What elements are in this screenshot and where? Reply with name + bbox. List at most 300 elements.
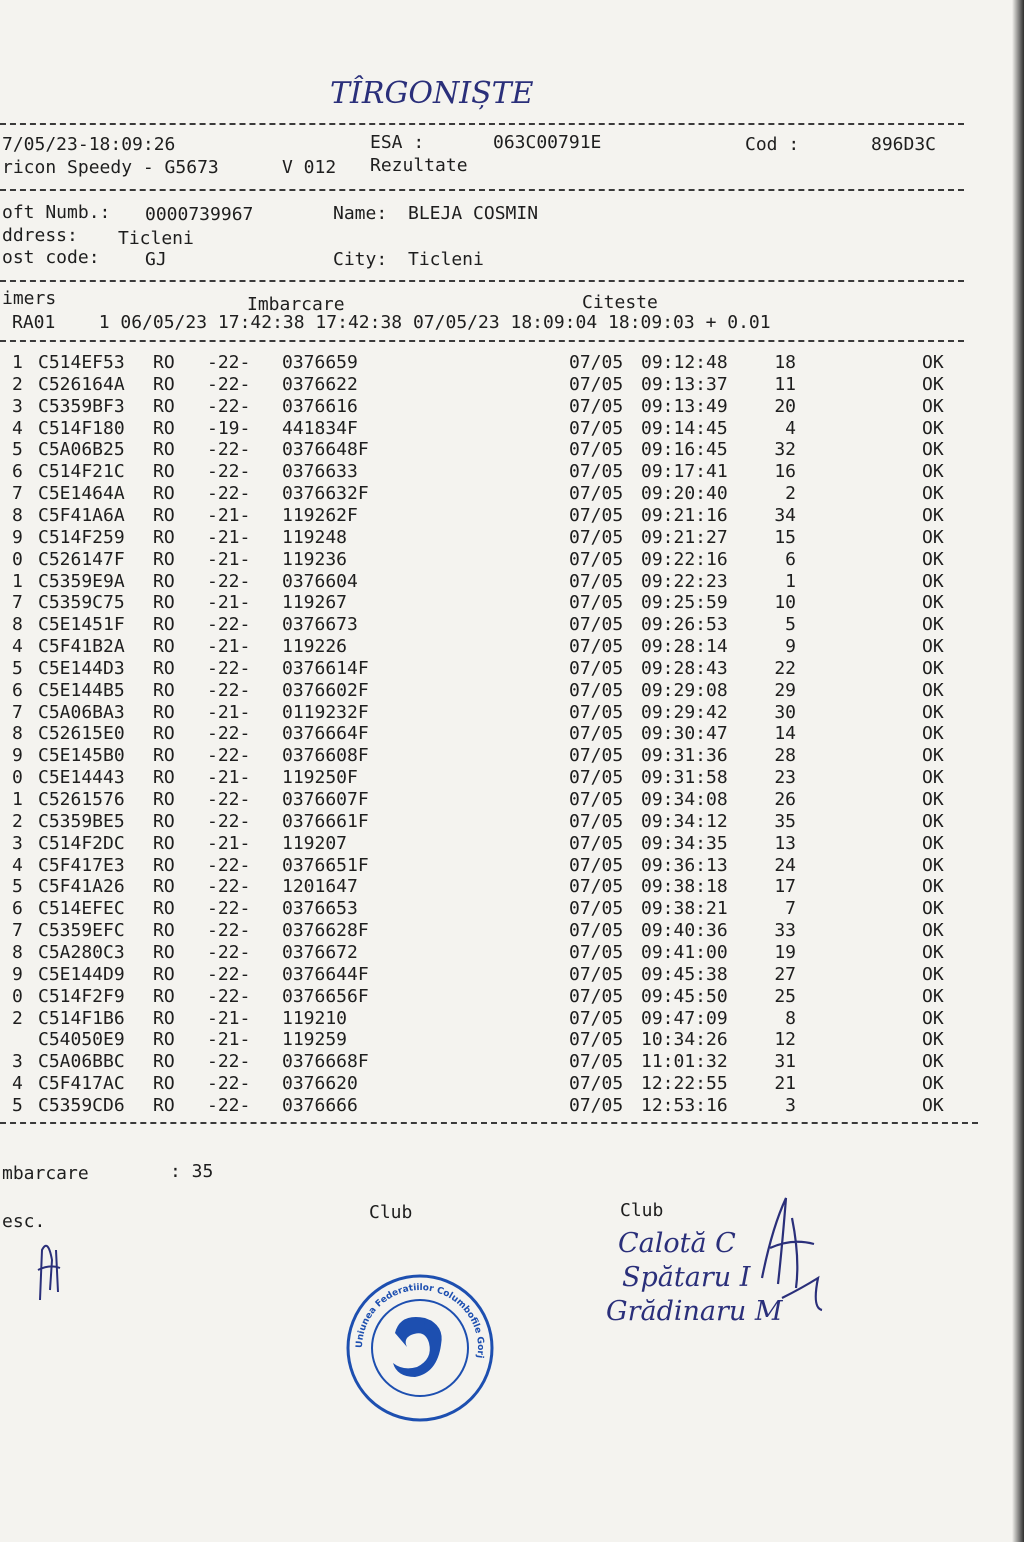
device-name: ricon Speedy - G5673	[2, 157, 219, 178]
ring-number: 0376672	[282, 941, 358, 963]
ring-id: C514EFEC	[38, 898, 125, 920]
ring-number: 0119232F	[282, 701, 369, 723]
status: OK	[922, 657, 944, 679]
row-index: 8	[12, 723, 23, 745]
country-code: RO	[153, 636, 175, 658]
position: 30	[774, 701, 796, 723]
ring-year: -22-	[207, 941, 251, 963]
table-row	[0, 986, 1000, 1008]
table-row	[0, 964, 1000, 986]
table-row	[0, 833, 1000, 855]
arrival-time: 11:01:32	[641, 1051, 728, 1073]
ring-id: C514F1B6	[38, 1007, 125, 1029]
arrival-time: 09:31:36	[641, 745, 728, 767]
arrival-date: 07/05	[569, 920, 624, 942]
arrival-time: 09:38:21	[641, 898, 728, 920]
ring-year: -22-	[207, 898, 251, 920]
position: 18	[774, 352, 796, 373]
arrival-time: 12:53:16	[641, 1094, 728, 1116]
ring-number: 441834F	[282, 417, 358, 439]
status: OK	[922, 417, 944, 439]
ring-number: 0376633	[282, 461, 358, 483]
arrival-date: 07/05	[569, 657, 624, 679]
position: 23	[774, 767, 796, 789]
arrival-date: 07/05	[569, 614, 624, 636]
ring-id: C5E144D9	[38, 963, 125, 985]
ring-id: C5359BF3	[38, 395, 125, 417]
ring-number: 0376628F	[282, 920, 369, 942]
ring-number: 1201647	[282, 876, 358, 898]
table-row	[0, 680, 1000, 702]
ring-number: 0376602F	[282, 679, 369, 701]
ring-id: C526147F	[38, 548, 125, 570]
country-code: RO	[153, 810, 175, 832]
ring-year: -22-	[207, 352, 251, 373]
table-row	[0, 745, 1000, 767]
row-index: 3	[12, 395, 23, 417]
status: OK	[922, 395, 944, 417]
country-code: RO	[153, 876, 175, 898]
desc-label: esc.	[2, 1211, 46, 1232]
header-datetime: 7/05/23-18:09:26	[2, 134, 176, 155]
ring-number: 0376661F	[282, 810, 369, 832]
ring-id: C54050E9	[38, 1029, 125, 1051]
ring-number: 0376656F	[282, 985, 369, 1007]
arrival-time: 09:41:00	[641, 941, 728, 963]
separator	[0, 123, 964, 125]
handwritten-name-3: Grădinaru M	[606, 1296, 783, 1327]
table-row	[0, 942, 1000, 964]
ring-number: 0376659	[282, 352, 358, 373]
status: OK	[922, 679, 944, 701]
table-row	[0, 549, 1000, 571]
name-label: Name:	[333, 203, 388, 224]
position: 16	[774, 461, 796, 483]
ring-number: 0376666	[282, 1094, 358, 1116]
ring-year: -21-	[207, 592, 251, 614]
position: 24	[774, 854, 796, 876]
arrival-time: 09:34:08	[641, 789, 728, 810]
country-code: RO	[153, 723, 175, 745]
ring-number: 0376673	[282, 614, 358, 636]
arrival-time: 09:21:27	[641, 526, 728, 548]
arrival-date: 07/05	[569, 417, 624, 439]
status: OK	[922, 373, 944, 395]
ring-number: 0376668F	[282, 1051, 369, 1073]
arrival-time: 10:34:26	[641, 1029, 728, 1051]
ring-year: -22-	[207, 1073, 251, 1095]
position: 21	[774, 1073, 796, 1095]
table-row	[0, 658, 1000, 680]
country-code: RO	[153, 920, 175, 942]
country-code: RO	[153, 1051, 175, 1073]
arrival-time: 09:34:12	[641, 810, 728, 832]
ring-id: C5A06B25	[38, 439, 125, 461]
row-index: 8	[12, 614, 23, 636]
country-code: RO	[153, 526, 175, 548]
arrival-date: 07/05	[569, 679, 624, 701]
table-row	[0, 396, 1000, 418]
ring-number: 119236	[282, 548, 348, 570]
table-row	[0, 702, 1000, 724]
ring-year: -22-	[207, 789, 251, 810]
position: 27	[774, 963, 796, 985]
arrival-time: 09:12:48	[641, 352, 728, 373]
country-code: RO	[153, 679, 175, 701]
status: OK	[922, 810, 944, 832]
country-code: RO	[153, 898, 175, 920]
city-value: Ticleni	[408, 249, 484, 270]
row-index: 1	[12, 570, 23, 592]
status: OK	[922, 745, 944, 767]
arrival-date: 07/05	[569, 526, 624, 548]
status: OK	[922, 985, 944, 1007]
ring-year: -21-	[207, 1007, 251, 1029]
table-row	[0, 505, 1000, 527]
arrival-date: 07/05	[569, 592, 624, 614]
arrival-date: 07/05	[569, 1051, 624, 1073]
position: 15	[774, 526, 796, 548]
position: 12	[774, 1029, 796, 1051]
row-index: 9	[12, 745, 23, 767]
arrival-time: 09:28:14	[641, 636, 728, 658]
handwritten-name-2: Spătaru I	[622, 1262, 751, 1293]
row-index: 3	[12, 1051, 23, 1073]
ring-id: C5A06BA3	[38, 701, 125, 723]
arrival-date: 07/05	[569, 701, 624, 723]
ring-number: 119210	[282, 1007, 348, 1029]
ring-year: -22-	[207, 745, 251, 767]
arrival-time: 09:30:47	[641, 723, 728, 745]
table-row	[0, 1051, 1000, 1073]
ring-id: C5359E9A	[38, 570, 125, 592]
arrival-date: 07/05	[569, 723, 624, 745]
ring-id: C526164A	[38, 373, 125, 395]
status: OK	[922, 854, 944, 876]
position: 13	[774, 832, 796, 854]
arrival-date: 07/05	[569, 504, 624, 526]
row-index: 5	[12, 1094, 23, 1116]
signature-right	[752, 1188, 832, 1318]
arrival-date: 07/05	[569, 810, 624, 832]
ring-number: 0376664F	[282, 723, 369, 745]
position: 35	[774, 810, 796, 832]
row-index: 5	[12, 876, 23, 898]
imbarcare-total-value: : 35	[170, 1161, 214, 1182]
row-index: 2	[12, 1007, 23, 1029]
ring-id: C5E145B0	[38, 745, 125, 767]
ring-year: -22-	[207, 723, 251, 745]
status: OK	[922, 898, 944, 920]
table-row	[0, 767, 1000, 789]
status: OK	[922, 963, 944, 985]
ring-year: -22-	[207, 373, 251, 395]
status: OK	[922, 1029, 944, 1051]
position: 28	[774, 745, 796, 767]
ring-id: C5F41B2A	[38, 636, 125, 658]
arrival-time: 09:36:13	[641, 854, 728, 876]
country-code: RO	[153, 1007, 175, 1029]
arrival-date: 07/05	[569, 461, 624, 483]
city-label: City:	[333, 249, 388, 270]
country-code: RO	[153, 504, 175, 526]
row-index: 7	[12, 701, 23, 723]
address-label: ddress:	[2, 225, 78, 246]
row-index: 9	[12, 963, 23, 985]
arrival-date: 07/05	[569, 963, 624, 985]
signature-left	[30, 1230, 70, 1310]
arrival-time: 09:31:58	[641, 767, 728, 789]
arrival-time: 09:22:23	[641, 570, 728, 592]
position: 33	[774, 920, 796, 942]
table-row	[0, 1073, 1000, 1095]
soft-number-label: oft Numb.:	[2, 202, 111, 223]
ring-number: 119207	[282, 832, 348, 854]
row-index: 0	[12, 985, 23, 1007]
arrival-date: 07/05	[569, 1029, 624, 1051]
row-index: 1	[12, 789, 23, 810]
position: 14	[774, 723, 796, 745]
ring-number: 119248	[282, 526, 348, 548]
arrival-time: 09:25:59	[641, 592, 728, 614]
country-code: RO	[153, 941, 175, 963]
row-index: 6	[12, 679, 23, 701]
ring-number: 0376648F	[282, 439, 369, 461]
row-index: 0	[12, 767, 23, 789]
ring-year: -22-	[207, 439, 251, 461]
row-index: 5	[12, 439, 23, 461]
status: OK	[922, 548, 944, 570]
table-row	[0, 920, 1000, 942]
arrival-time: 09:13:49	[641, 395, 728, 417]
arrival-time: 09:47:09	[641, 1007, 728, 1029]
position: 34	[774, 504, 796, 526]
status: OK	[922, 461, 944, 483]
status: OK	[922, 614, 944, 636]
status: OK	[922, 941, 944, 963]
arrival-time: 09:21:16	[641, 504, 728, 526]
ring-year: -22-	[207, 679, 251, 701]
address-value: Ticleni	[118, 228, 194, 249]
row-index: 7	[12, 483, 23, 505]
ring-id: C52615E0	[38, 723, 125, 745]
ring-number: 0376616	[282, 395, 358, 417]
table-row	[0, 614, 1000, 636]
table-row	[0, 527, 1000, 549]
esa-label: ESA :	[370, 132, 425, 153]
country-code: RO	[153, 417, 175, 439]
table-row	[0, 461, 1000, 483]
ring-id: C5A06BBC	[38, 1051, 125, 1073]
arrival-date: 07/05	[569, 636, 624, 658]
ring-number: 0376620	[282, 1073, 358, 1095]
arrival-time: 09:38:18	[641, 876, 728, 898]
ring-year: -21-	[207, 504, 251, 526]
ring-id: C5F417E3	[38, 854, 125, 876]
status: OK	[922, 483, 944, 505]
ring-id: C5E14443	[38, 767, 125, 789]
arrival-date: 07/05	[569, 352, 624, 373]
post-code-value: GJ	[145, 249, 167, 270]
name-value: BLEJA COSMIN	[408, 203, 539, 224]
ring-number: 119226	[282, 636, 348, 658]
status: OK	[922, 1094, 944, 1116]
row-index: 2	[12, 810, 23, 832]
country-code: RO	[153, 395, 175, 417]
country-code: RO	[153, 789, 175, 810]
post-code-label: ost code:	[2, 247, 100, 268]
status: OK	[922, 701, 944, 723]
arrival-date: 07/05	[569, 941, 624, 963]
ring-id: C5A280C3	[38, 941, 125, 963]
cod-label: Cod :	[745, 134, 800, 155]
row-index: 4	[12, 1073, 23, 1095]
status: OK	[922, 504, 944, 526]
ring-year: -21-	[207, 701, 251, 723]
country-code: RO	[153, 483, 175, 505]
ring-year: -22-	[207, 985, 251, 1007]
row-index: 5	[12, 657, 23, 679]
country-code: RO	[153, 657, 175, 679]
handwritten-title: TÎRGONIȘTE	[330, 76, 534, 111]
arrival-date: 07/05	[569, 1007, 624, 1029]
status: OK	[922, 1073, 944, 1095]
status: OK	[922, 1051, 944, 1073]
ring-number: 119262F	[282, 504, 358, 526]
country-code: RO	[153, 963, 175, 985]
row-index: 2	[12, 373, 23, 395]
position: 29	[774, 679, 796, 701]
arrival-time: 09:28:43	[641, 657, 728, 679]
ring-id: C5359CD6	[38, 1094, 125, 1116]
table-row	[0, 855, 1000, 877]
status: OK	[922, 352, 944, 373]
row-index: 6	[12, 461, 23, 483]
handwritten-name-1: Calotă C	[618, 1228, 736, 1259]
arrival-time: 09:45:38	[641, 963, 728, 985]
ring-id: C5E144D3	[38, 657, 125, 679]
ring-year: -19-	[207, 417, 251, 439]
club-left-label: Club	[369, 1202, 413, 1223]
arrival-time: 09:34:35	[641, 832, 728, 854]
country-code: RO	[153, 614, 175, 636]
ring-number: 0376622	[282, 373, 358, 395]
position: 8	[785, 1007, 796, 1029]
ring-year: -21-	[207, 526, 251, 548]
arrival-time: 09:29:42	[641, 701, 728, 723]
separator	[0, 189, 964, 191]
row-index: 7	[12, 592, 23, 614]
country-code: RO	[153, 1029, 175, 1051]
position: 10	[774, 592, 796, 614]
arrival-date: 07/05	[569, 789, 624, 810]
status: OK	[922, 526, 944, 548]
ring-year: -22-	[207, 483, 251, 505]
arrival-time: 09:45:50	[641, 985, 728, 1007]
arrival-date: 07/05	[569, 898, 624, 920]
status: OK	[922, 832, 944, 854]
separator	[0, 1122, 978, 1124]
position: 17	[774, 876, 796, 898]
arrival-date: 07/05	[569, 395, 624, 417]
paper-edge-shadow	[1012, 0, 1024, 1542]
ring-year: -22-	[207, 657, 251, 679]
table-row	[0, 571, 1000, 593]
status: OK	[922, 920, 944, 942]
position: 31	[774, 1051, 796, 1073]
position: 3	[785, 1094, 796, 1116]
citeste-label: Citeste	[582, 292, 658, 313]
arrival-date: 07/05	[569, 767, 624, 789]
arrival-date: 07/05	[569, 548, 624, 570]
arrival-time: 09:17:41	[641, 461, 728, 483]
imbarcare-total-label: mbarcare	[2, 1163, 89, 1184]
table-row	[0, 1095, 1000, 1117]
country-code: RO	[153, 570, 175, 592]
separator	[0, 280, 964, 282]
table-row	[0, 374, 1000, 396]
ring-year: -22-	[207, 810, 251, 832]
country-code: RO	[153, 985, 175, 1007]
ring-id: C5F41A6A	[38, 504, 125, 526]
position: 22	[774, 657, 796, 679]
ring-number: 0376651F	[282, 854, 369, 876]
ring-number: 0376614F	[282, 657, 369, 679]
position: 9	[785, 636, 796, 658]
table-row	[0, 811, 1000, 833]
status: OK	[922, 789, 944, 810]
position: 19	[774, 941, 796, 963]
arrival-date: 07/05	[569, 1073, 624, 1095]
ring-number: 119267	[282, 592, 348, 614]
club-seal-stamp	[345, 1273, 495, 1423]
status: OK	[922, 1007, 944, 1029]
position: 5	[785, 614, 796, 636]
table-row	[0, 1008, 1000, 1030]
position: 20	[774, 395, 796, 417]
ring-year: -22-	[207, 963, 251, 985]
ring-year: -21-	[207, 548, 251, 570]
table-row	[0, 418, 1000, 440]
ring-year: -22-	[207, 570, 251, 592]
country-code: RO	[153, 1073, 175, 1095]
ring-number: 119259	[282, 1029, 348, 1051]
position: 32	[774, 439, 796, 461]
ring-year: -22-	[207, 614, 251, 636]
ring-id: C514EF53	[38, 352, 125, 373]
table-row	[0, 723, 1000, 745]
table-row	[0, 439, 1000, 461]
status: OK	[922, 767, 944, 789]
club-right-label: Club	[620, 1200, 664, 1221]
arrival-time: 12:22:55	[641, 1073, 728, 1095]
arrival-time: 09:22:16	[641, 548, 728, 570]
ring-id: C5359C75	[38, 592, 125, 614]
arrival-date: 07/05	[569, 832, 624, 854]
ring-year: -21-	[207, 767, 251, 789]
ring-id: C5E1464A	[38, 483, 125, 505]
country-code: RO	[153, 832, 175, 854]
country-code: RO	[153, 592, 175, 614]
status: OK	[922, 439, 944, 461]
country-code: RO	[153, 352, 175, 373]
country-code: RO	[153, 767, 175, 789]
arrival-date: 07/05	[569, 439, 624, 461]
country-code: RO	[153, 373, 175, 395]
arrival-date: 07/05	[569, 373, 624, 395]
arrival-date: 07/05	[569, 570, 624, 592]
ring-year: -22-	[207, 1094, 251, 1116]
